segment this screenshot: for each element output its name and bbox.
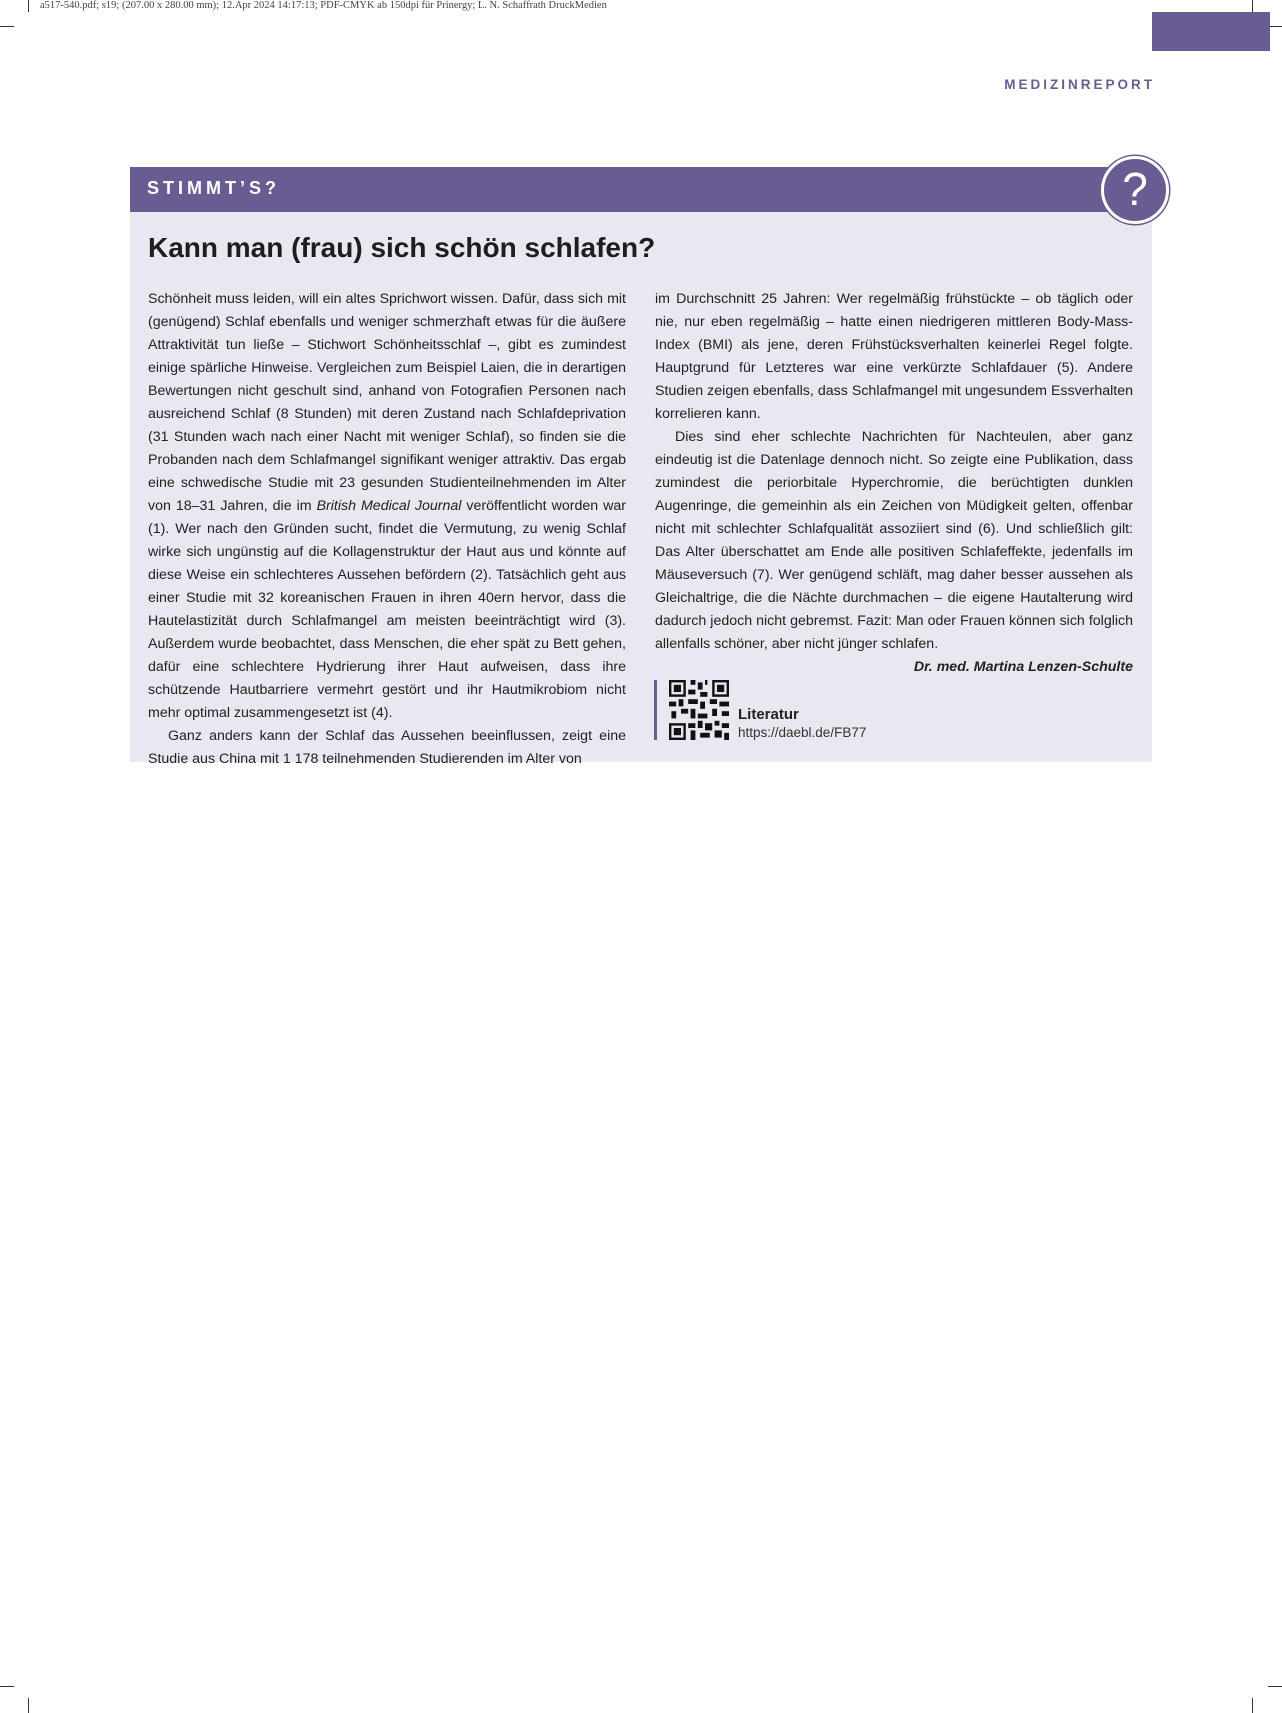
crop-mark xyxy=(28,1698,29,1713)
crop-mark xyxy=(0,1686,14,1687)
paragraph-3: Dies sind eher schlechte Nachrichten für Nachteulen, aber ganz eindeutig ist die Datenlage dennoch nicht. So zeigte eine Publikation, dass zumindest die periorbitale Hyperchromie, die berüchtigten dunklen Augenringe, die gemeinhin als ein Zeichen von Müdigkeit gelten, offenbar nicht mit schlechter Schlafqualität assoziiert sind (6). Und schließlich gilt: Das Alter überschattet am Ende alle positiven Schlafeffekte, jedenfalls im Mäuseversuch (7). Wer genügend schläft, mag daher besser aussehen als Gleichaltrige, die die Nächte durchmachen – die eigene Hautalterung wird dadurch jedoch nicht gebremst. Fazit: Man oder Frauen können sich folglich allenfalls schöner, aber nicht jünger schlafen. Dr. med. Martina Lenzen-Schulte xyxy=(655,426,1133,656)
author-name: Dr. med. Martina Lenzen-Schulte xyxy=(913,659,1133,675)
box-header-label: STIMMT’S? xyxy=(147,178,280,198)
paragraph-1: Schönheit muss leiden, will ein altes Sprichwort wissen. Dafür, dass sich mit (genügend) Schlaf ebenfalls und weniger schmerzhaft etwas für die äußere Attraktivität tun ließe – Stichwort Schönheitsschlaf –, gibt es zumindest einige spärliche Hinweise. Vergleichen zum Beispiel Laien, die in derartigen Bewertungen nicht geschult sind, anhand von Fotografien Personen nach ausreichend Schlaf (8 Stunden) mit deren Zustand nach Schlafdeprivation (31 Stunden wach nach einer Nacht mit weniger Schlaf), so finden sie die Probanden nach dem Schlafmangel signifikant weniger attraktiv. Das ergab eine schwedische Studie mit 23 gesunden Studienteilnehmenden im Alter von 18–31 Jahren, die im British Medical Journal veröffentlicht worden war (1). Wer nach den Gründen sucht, findet die Vermutung, zu wenig Schlaf wirke sich ungünstig auf die Kollagenstruktur der Haut aus und könnte auf diese Weise ein schlechteres Aussehen befördern (2). Tatsächlich geht aus einer Studie mit 32 koreanischen Frauen in ihren 40ern hervor, dass die Hautelastizität durch Schlafmangel am meisten beeinträchtigt wird (3). Außerdem wurde beobachtet, dass Menschen, die eher spät zu Bett gehen, dafür eine schlechtere Hydrierung ihrer Haut aufweisen, dass ihre schützende Hautbarriere vermehrt gestört und ihr Hautmikrobiom nicht mehr optimal zusammengesetzt ist (4). xyxy=(148,291,626,721)
crop-mark xyxy=(1268,26,1282,27)
paragraph-2-start: Ganz anders kann der Schlaf das Aussehen beeinflussen, zeigt eine Studie aus China mit 1 178 teilnehmenden Studierenden im Alter von xyxy=(148,728,626,767)
crop-mark xyxy=(1252,0,1253,12)
qr-code-icon[interactable] xyxy=(669,680,729,740)
crop-mark xyxy=(28,0,29,12)
article-column-left xyxy=(148,288,626,771)
section-label: MEDIZINREPORT xyxy=(1004,77,1155,92)
article-column-right xyxy=(655,288,1133,679)
svg-text:?: ? xyxy=(1122,165,1148,215)
crop-mark xyxy=(1268,1686,1282,1687)
literature-link[interactable]: https://daebl.de/FB77 xyxy=(738,725,867,740)
box-header xyxy=(130,167,1152,212)
corner-color-tab xyxy=(1152,12,1270,51)
crop-mark xyxy=(1252,1698,1253,1713)
crop-mark xyxy=(0,26,14,27)
question-mark-icon xyxy=(1101,156,1169,224)
literature-reference xyxy=(654,680,867,740)
print-info: a517-540.pdf; s19; (207.00 x 280.00 mm); 12.Apr 2024 14:17:13; PDF-CMYK ab 150dpi für Prinergy; L. N. Schaffrath DruckMedien xyxy=(40,0,607,11)
question-mark-glyph xyxy=(1110,165,1160,215)
literature-title: Literatur xyxy=(738,706,799,723)
journal-name: British Medical Journal xyxy=(316,498,462,514)
paragraph-2-end: im Durchschnitt 25 Jahren: Wer regelmäßig frühstückte – ob täglich oder nie, nur eben regelmäßig – hatte einen niedrigeren mittleren Body-Mass-Index (BMI) als jene, deren Frühstücksverhalten keinerlei Regel folgte. Hauptgrund für Letzteres war eine verkürzte Schlafdauer (5). Andere Studien zeigen ebenfalls, dass Schlafmangel mit ungesundem Essverhalten korrelieren kann. xyxy=(655,291,1133,422)
article-headline: Kann man (frau) sich schön schlafen? xyxy=(148,232,656,263)
